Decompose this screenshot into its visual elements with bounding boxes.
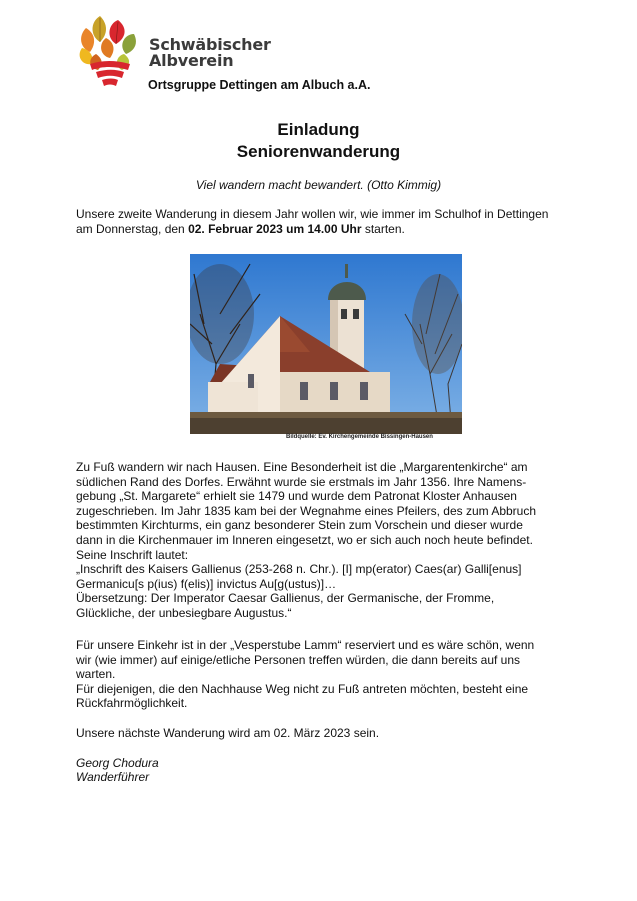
return-line: Rückfahrmöglichkeit.	[76, 696, 188, 711]
schwaebischer-albverein-logo	[76, 14, 140, 92]
next-hike-note: Unsere nächste Wanderung wird am 02. März 2023 sein.	[76, 726, 380, 740]
local-group-name: Ortsgruppe Dettingen am Albuch a.A.	[148, 78, 371, 92]
intro-line-2	[76, 222, 576, 237]
body-line: Germanicu[s p(ius) f(elis)] invictus Au[g(ustus)]…	[76, 576, 337, 591]
return-paragraph	[76, 638, 576, 711]
intro-paragraph	[76, 207, 576, 236]
signature-role: Wanderführer	[76, 770, 150, 784]
body-paragraph	[76, 460, 576, 621]
photo-caption: Bildquelle: Ev. Kirchengemeinde Bissingen-Hausen	[286, 434, 433, 440]
return-line: Für unsere Einkehr ist in der „Vesperstube Lamm“ reserviert und es wäre schön, wenn	[76, 638, 535, 652]
return-line: warten.	[76, 667, 116, 682]
organization-name-line2: Albverein	[149, 51, 234, 70]
return-line: Für diejenigen, die den Nachhause Weg nicht zu Fuß antreten möchten, besteht eine	[76, 681, 529, 696]
body-line: dann in die Kirchenmauer im Inneren eingesetzt, wo er sich auch noch heute befindet.	[76, 532, 533, 547]
intro-text: am Donnerstag, den	[76, 221, 189, 236]
document-title: Einladung	[277, 120, 360, 139]
body-line: Übersetzung: Der Imperator Caesar Gallienus, der Germanische, der Fromme,	[76, 591, 495, 606]
motto-quote: Viel wandern macht bewandert. (Otto Kimmig)	[195, 178, 442, 192]
body-line: bestimmten Kirchturms, ein ganz besonderer Stein zum Vorschein und dieser wurde	[76, 518, 523, 533]
body-line: „Inschrift des Kaisers Gallienus (253-268 n. Chr.). [I] mp(erator) Caes(ar) Galli[enus]	[76, 562, 522, 577]
body-line: Seine Inschrift lautet:	[76, 547, 189, 562]
body-line: Zu Fuß wandern wir nach Hausen. Eine Besonderheit ist die „Margarentenkirche“ am	[76, 460, 528, 474]
intro-text-end: starten.	[361, 221, 405, 236]
intro-line-1: Unsere zweite Wanderung in diesem Jahr wollen wir, wie immer im Schulhof in Dettingen	[76, 207, 549, 221]
document-subtitle: Seniorenwanderung	[236, 142, 401, 161]
organization-name-line1: Schwäbischer	[149, 35, 271, 54]
start-date-time: 02. Februar 2023 um 14.00 Uhr	[188, 221, 362, 236]
body-line: südlichen Rand des Dorfes. Erwähnt wurde sie erstmals im Jahr 1356. Ihre Namens-	[76, 474, 527, 489]
body-line: Glückliche, der unbesiegbare Augustus.“	[76, 605, 292, 620]
organization-name	[149, 37, 271, 69]
return-line: wir (wie immer) auf einige/etliche Personen treffen würden, die dann bereits auf uns	[76, 652, 521, 667]
church-photo	[190, 254, 462, 434]
body-line: zugeschrieben. Im Jahr 1835 kam bei der Wegnahme eines Pfeilers, des zum Abbruch	[76, 503, 537, 518]
signature-name: Georg Chodura	[76, 756, 159, 770]
body-line: gebung „St. Margarete“ erhielt sie 1479 und wurde dem Patronat Kloster Anhausen	[76, 489, 517, 504]
